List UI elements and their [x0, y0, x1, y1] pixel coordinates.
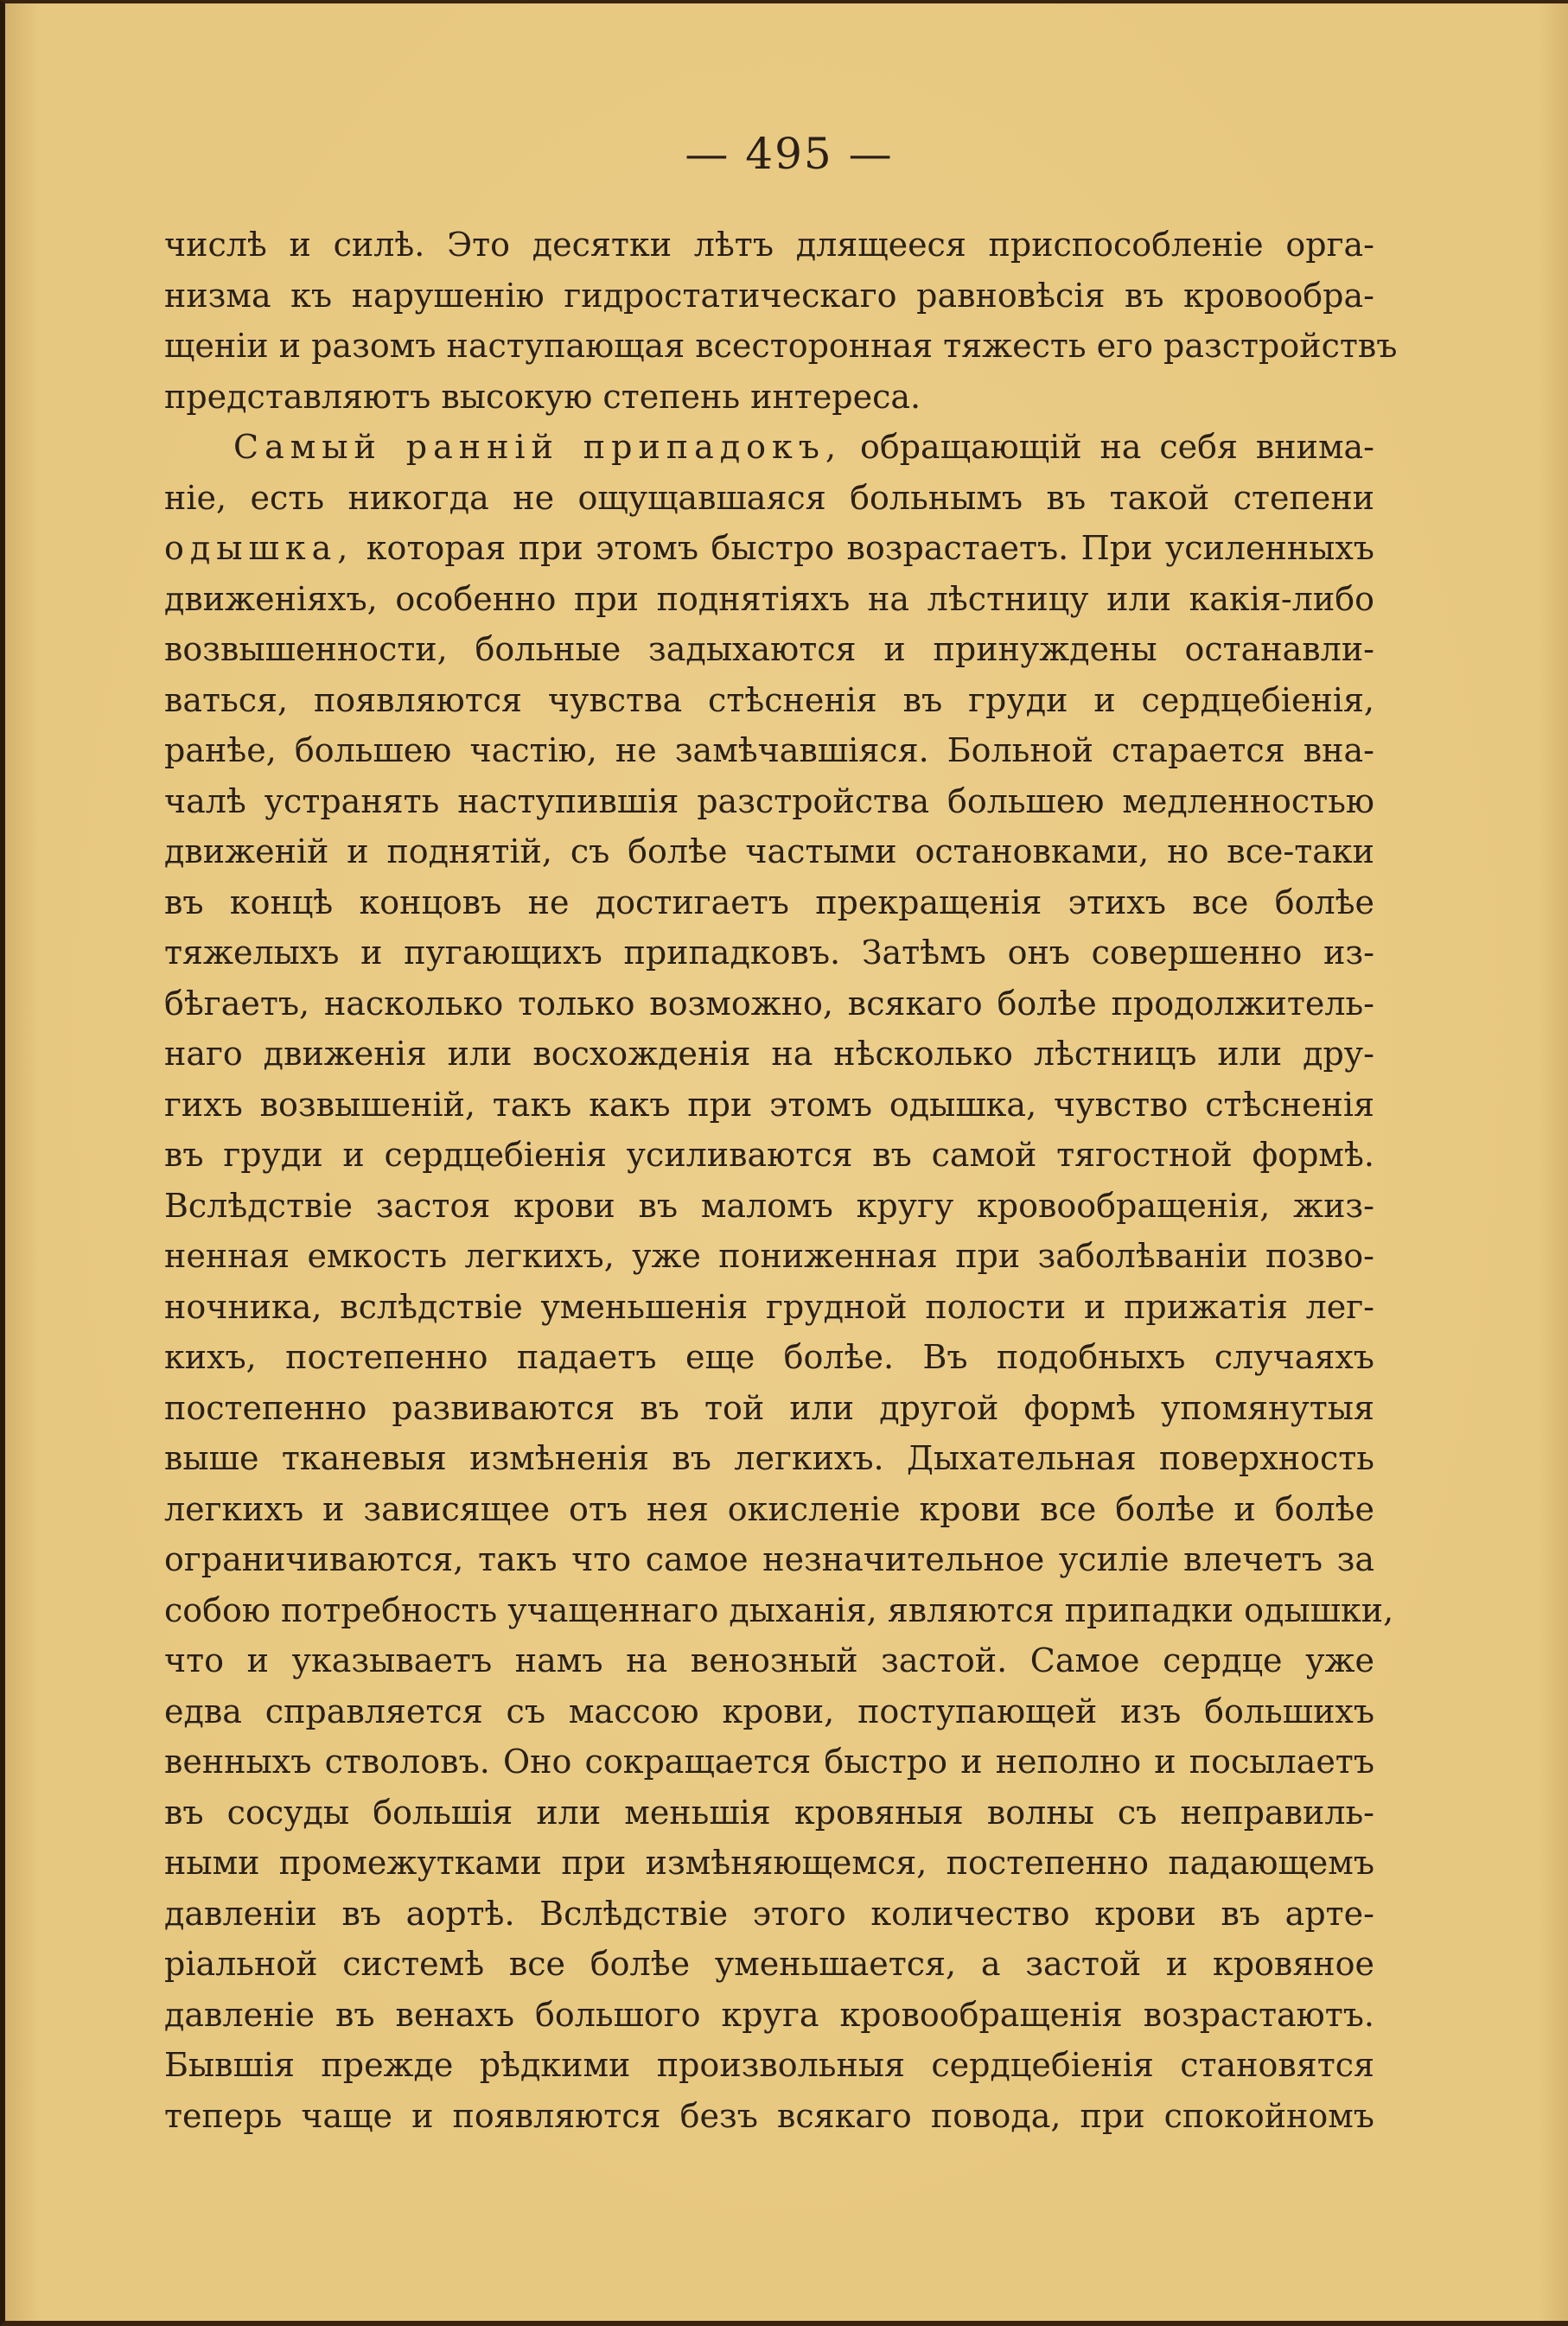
text-line: ніе, есть никогда не ощущавшаяся больнымъ въ такой степени [164, 478, 1374, 517]
text-line: выше тканевыя измѣненія въ легкихъ. Дыхательная поверхность [164, 1439, 1374, 1477]
text-line: собою потребность учащеннаго дыханія, являются припадки одышки, [164, 1590, 1394, 1629]
text-line: движеніяхъ, особенно при поднятіяхъ на лѣстницу или какія-либо [164, 579, 1374, 618]
text-fragment: обращающій на себя внима- [842, 428, 1374, 466]
text-line: представляютъ высокую степень интереса. [164, 377, 921, 416]
text-line: щеніи и разомъ наступающая всесторонная тяжесть его разстройствъ [164, 327, 1398, 365]
text-line: ненная емкость легкихъ, уже пониженная при заболѣваніи позво- [164, 1237, 1374, 1275]
text-line: ранѣе, большею частію, не замѣчавшіяся. Больной старается вна- [164, 731, 1374, 769]
text-line: Бывшія прежде рѣдкими произвольныя сердцебіенія становятся [164, 2046, 1374, 2084]
text-line: кихъ, постепенно падаетъ еще болѣе. Въ подобныхъ случаяхъ [164, 1338, 1374, 1376]
text-line: Вслѣдствіе застоя крови въ маломъ кругу кровообращенія, жиз- [164, 1186, 1374, 1225]
text-line: въ концѣ концовъ не достигаетъ прекращенія этихъ все болѣе [164, 883, 1374, 921]
text-line: давленіи въ аортѣ. Вслѣдствіе этого количество крови въ арте- [164, 1894, 1374, 1933]
text-line: чалѣ устранять наступившія разстройства большею медленностью [164, 781, 1374, 820]
text-line: тяжелыхъ и пугающихъ припадковъ. Затѣмъ онъ совершенно из- [164, 934, 1374, 972]
page-number: — 495 — [685, 129, 894, 179]
text-line: ными промежутками при измѣняющемся, постепенно падающемъ [164, 1844, 1374, 1882]
paragraph-start-line [164, 422, 1374, 473]
text-line: въ груди и сердцебіенія усиливаются въ самой тягостной формѣ. [164, 1136, 1374, 1174]
text-line: ваться, появляются чувства стѣсненія въ груди и сердцебіенія, [164, 680, 1374, 719]
text-line: давленіе въ венахъ большого круга кровообращенія возрастаютъ. [164, 1995, 1374, 2034]
text-fragment: которая при этомъ быстро возрастаетъ. При усиленныхъ [366, 529, 1374, 567]
spaced-emphasis: Самый ранній припадокъ, [233, 428, 843, 466]
text-line: венныхъ стволовъ. Оно сокращается быстро и неполно и посылаетъ [164, 1743, 1374, 1781]
text-line: ночника, вслѣдствіе уменьшенія грудной полости и прижатія лег- [164, 1287, 1374, 1326]
text-line: возвышенности, больные задыхаются и принуждены останавли- [164, 630, 1374, 668]
text-line: что и указываетъ намъ на венозный застой. Самое сердце уже [164, 1641, 1374, 1679]
text-line: числѣ и силѣ. Это десятки лѣтъ длящееся приспособленіе орга- [164, 226, 1374, 264]
text-line: въ сосуды большія или меньшія кровяныя волны съ неправиль- [164, 1793, 1374, 1832]
text-line: ограничиваются, такъ что самое незначительное усиліе влечетъ за [164, 1540, 1374, 1578]
text-line: едва справляется съ массою крови, поступающей изъ большихъ [164, 1692, 1374, 1730]
text-line: низма къ нарушенію гидростатическаго равновѣсія въ кровообра- [164, 276, 1374, 315]
text-line: гихъ возвышеній, такъ какъ при этомъ одышка, чувство стѣсненія [164, 1085, 1374, 1124]
text-line: постепенно развиваются въ той или другой формѣ упомянутыя [164, 1388, 1374, 1427]
text-line-with-emphasis [164, 523, 1374, 574]
body-text [164, 220, 1398, 2141]
spaced-emphasis: одышка, [164, 529, 354, 567]
text-line: наго движенія или восхожденія на нѣсколько лѣстницъ или дру- [164, 1035, 1374, 1073]
text-line: ріальной системѣ все болѣе уменьшается, а застой и кровяное [164, 1945, 1374, 1983]
text-line: движеній и поднятій, съ болѣе частыми остановками, но все-таки [164, 832, 1374, 870]
text-line: теперь чаще и появляются безъ всякаго повода, при спокойномъ [164, 2096, 1374, 2135]
text-line: легкихъ и зависящее отъ нея окисленіе крови все болѣе и болѣе [164, 1489, 1374, 1528]
text-line: бѣгаетъ, насколько только возможно, всякаго болѣе продолжитель- [164, 984, 1374, 1023]
